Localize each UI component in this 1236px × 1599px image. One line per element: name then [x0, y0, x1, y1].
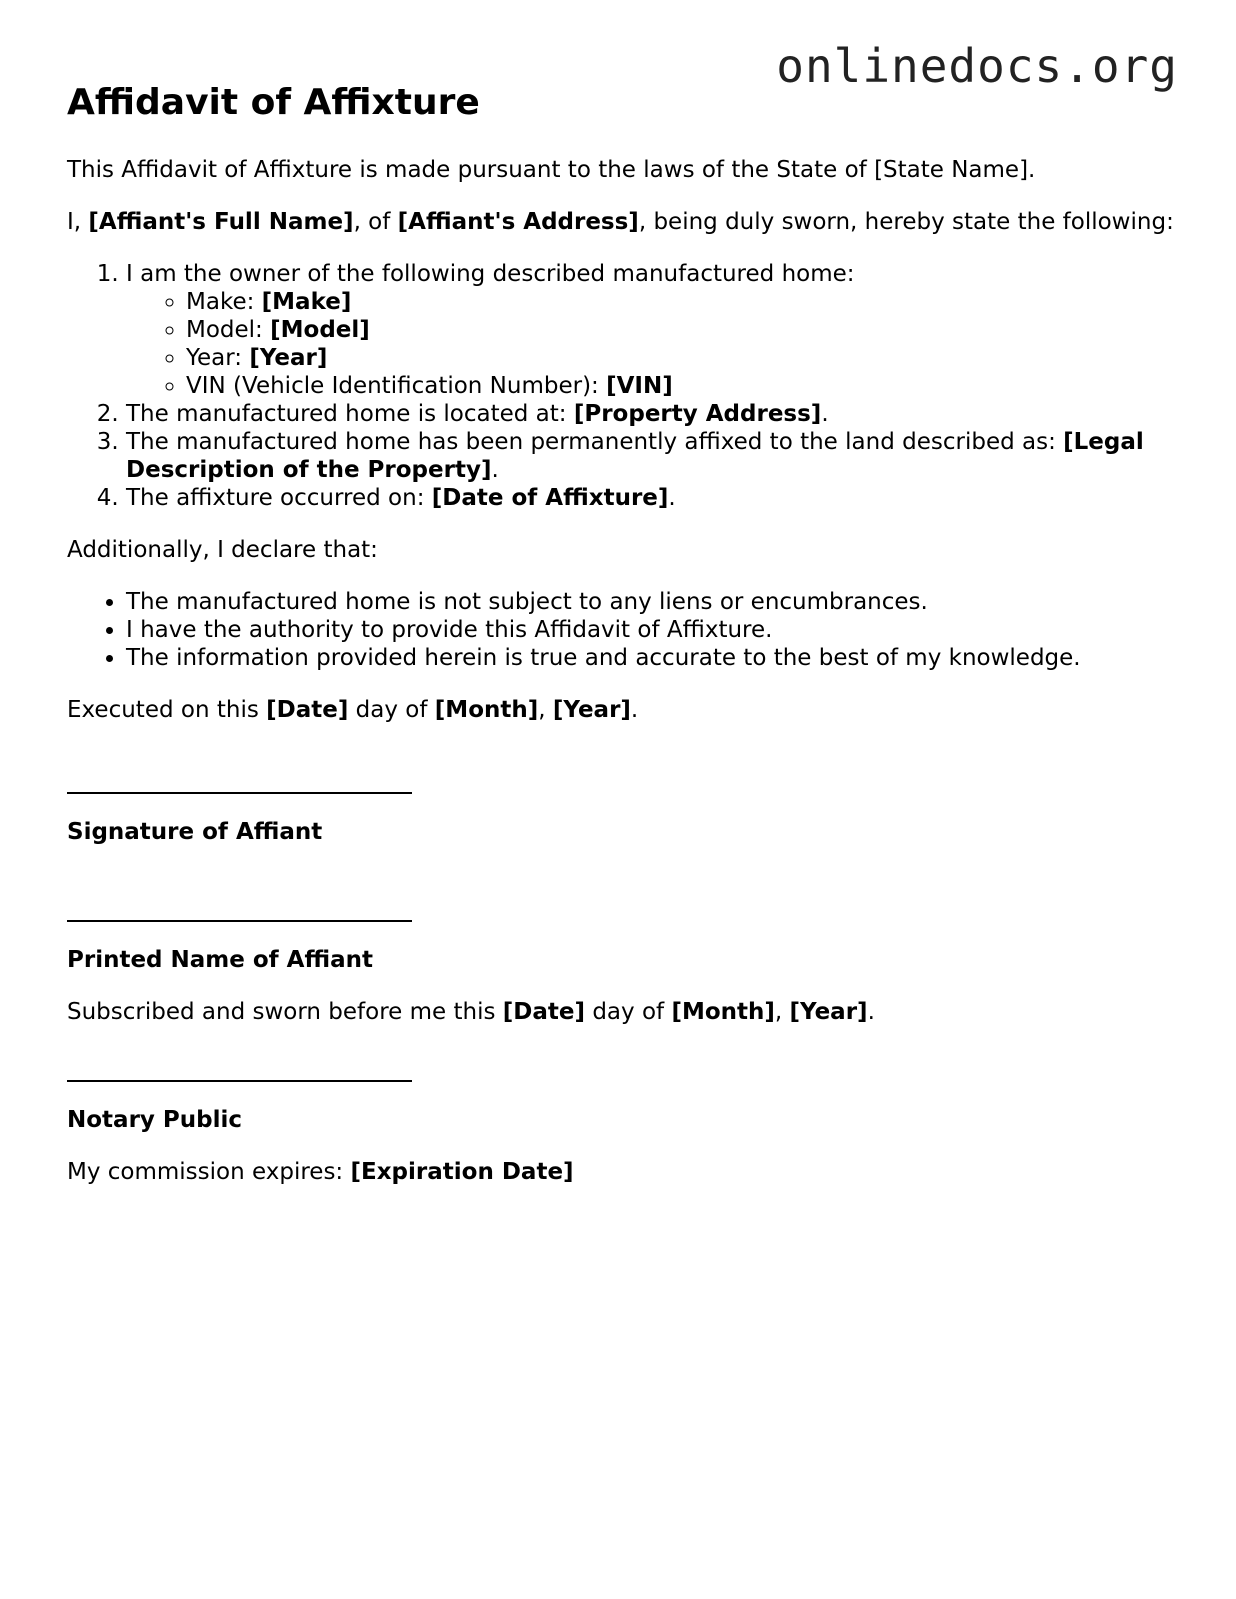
executed-paragraph — [67, 696, 1177, 724]
sworn-month-field: [Month] — [671, 999, 775, 1025]
executed-date-field: [Date] — [266, 697, 349, 723]
vin-field: [VIN] — [606, 373, 673, 399]
year-label: Year: — [186, 345, 250, 371]
statements-list — [67, 260, 1177, 512]
oath-prefix: I, — [67, 209, 89, 235]
list-item: • The information provided herein is true and accurate to the best of my knowledge. — [126, 644, 1177, 672]
period: . — [668, 485, 676, 511]
signature-label: Signature of Affiant — [67, 819, 323, 845]
printed-name-line — [67, 894, 412, 922]
period: . — [630, 697, 639, 723]
notary-line — [67, 1054, 412, 1082]
home-details-list — [126, 288, 1177, 400]
affiant-address-field: [Affiant's Address] — [397, 209, 639, 235]
notary-label: Notary Public — [67, 1107, 243, 1133]
period: . — [491, 457, 499, 483]
year-field: [Year] — [249, 345, 328, 371]
comma: , — [538, 697, 553, 723]
list-item: • The manufactured home is not subject to any liens or encumbrances. — [126, 588, 1177, 616]
list-item — [126, 260, 1177, 400]
item4-text: The affixture occurred on: — [126, 485, 432, 511]
oath-mid: , of — [353, 209, 398, 235]
property-address-field: [Property Address] — [573, 401, 822, 427]
additional-heading: Additionally, I declare that: — [67, 537, 378, 563]
period: . — [821, 401, 829, 427]
legal-description-field: [Legal Description of the Property] — [126, 429, 1144, 483]
list-item — [186, 344, 1177, 372]
oath-suffix: , being duly sworn, hereby state the following: — [638, 209, 1174, 235]
affixture-date-field: [Date of Affixture] — [431, 485, 669, 511]
executed-prefix: Executed on this — [67, 697, 267, 723]
commission-paragraph — [67, 1158, 1177, 1186]
site-watermark: onlinedocs.org — [776, 39, 1178, 93]
make-field: [Make] — [261, 289, 352, 315]
document-body — [67, 80, 1177, 1210]
comma: , — [774, 999, 790, 1025]
item3-text: The manufactured home has been permanently affixed to the land described as: — [126, 429, 1064, 455]
list-item: • I have the authority to provide this Affidavit of Affixture. — [126, 616, 1177, 644]
intro-paragraph: This Affidavit of Affixture is made pursuant to the laws of the State of [State Name]. — [67, 157, 1036, 183]
period: . — [867, 999, 875, 1025]
sworn-date-field: [Date] — [502, 999, 586, 1025]
item1-text: I am the owner of the following described manufactured home: — [126, 261, 855, 287]
expiration-date-field: [Expiration Date] — [350, 1159, 574, 1185]
sworn-prefix: Subscribed and sworn before me this — [67, 999, 503, 1025]
list-item — [186, 372, 1177, 400]
sworn-mid: day of — [585, 999, 672, 1025]
list-item — [126, 400, 1177, 428]
model-label: Model: — [186, 317, 271, 343]
executed-year-field: [Year] — [552, 697, 631, 723]
list-item — [186, 316, 1177, 344]
model-field: [Model] — [270, 317, 370, 343]
printed-name-label: Printed Name of Affiant — [67, 947, 374, 973]
sworn-year-field: [Year] — [789, 999, 868, 1025]
signature-line — [67, 766, 412, 794]
oath-paragraph — [67, 208, 1177, 236]
make-label: Make: — [186, 289, 262, 315]
vin-label: VIN (Vehicle Identification Number): — [186, 373, 607, 399]
page-title: Affidavit of Affixture — [67, 82, 480, 123]
sworn-paragraph — [67, 998, 1177, 1026]
list-item — [186, 288, 1177, 316]
item2-text: The manufactured home is located at: — [126, 401, 574, 427]
declarations-list — [67, 588, 1177, 672]
list-item — [126, 484, 1177, 512]
list-item — [126, 428, 1177, 484]
executed-month-field: [Month] — [434, 697, 539, 723]
executed-mid: day of — [348, 697, 435, 723]
commission-prefix: My commission expires: — [67, 1159, 351, 1185]
affiant-name-field: [Affiant's Full Name] — [88, 209, 354, 235]
